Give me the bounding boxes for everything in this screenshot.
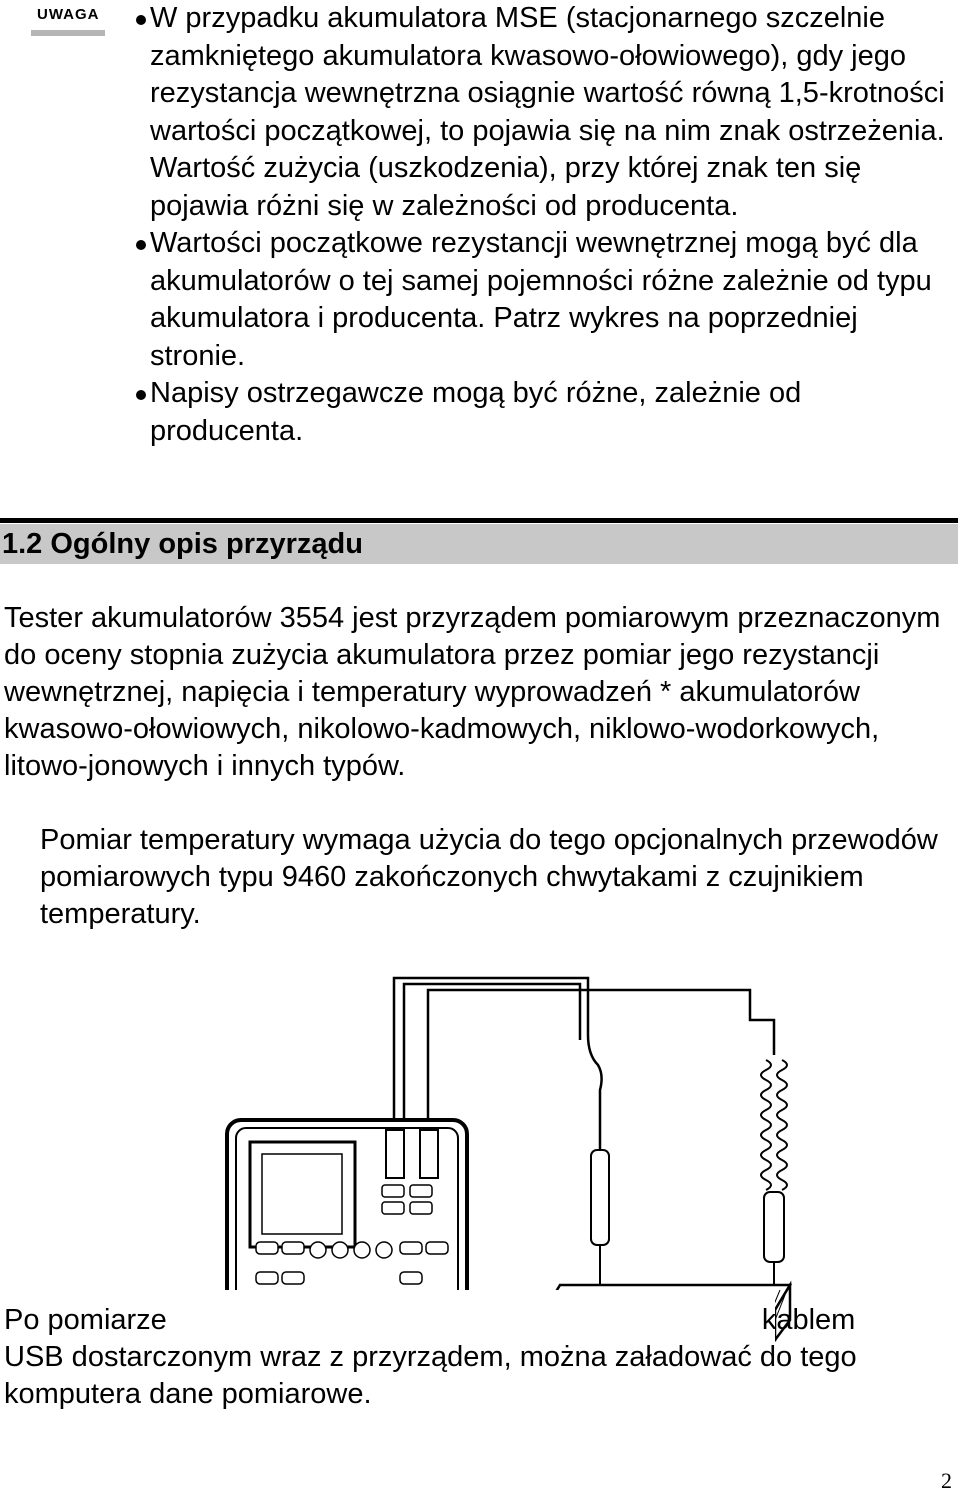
usb-text-rest: USB dostarczonym wraz z przyrządem, można załadować do tego komputera dane pomiarowe.: [4, 1341, 857, 1410]
bullet-item: [120, 375, 960, 450]
bullet-text: W przypadku akumulatora MSE (stacjonarnego szczelnie zamkniętego akumulatora kwasowo-ołowiowego), gdy jego rezystancja wewnętrzna osiągnie wartość równą 1,5-krotności wartości początkowej, to pojawia się na nim znak ostrzeżenia. Wartość zużycia (uszkodzenia), przy której znak ten się pojawia różni się w zależności od producenta.: [150, 2, 945, 222]
probe-right: [764, 1192, 784, 1262]
probe-left: [591, 1150, 609, 1245]
warning-bullet-list: [120, 0, 960, 450]
bullet-text: Wartości początkowe rezystancji wewnętrznej mogą być dla akumulatorów o tej samej pojemności różne zależnie od typu akumulatora i producenta. Patrz wykres na poprzedniej stronie.: [150, 227, 932, 372]
warning-badge-label: UWAGA: [37, 6, 100, 23]
usb-text-start: Po pomiarze: [4, 1304, 167, 1336]
bullet-text: Napisy ostrzegawcze mogą być różne, zależnie od producenta.: [150, 377, 802, 447]
bullet-dot: [136, 390, 146, 400]
warning-badge-underline: [31, 30, 105, 36]
temperature-note-paragraph: Pomiar temperatury wymaga użycia do tego opcjonalnych przewodów pomiarowych typu 9460 zakończonych chwytakami z czujnikiem temperatury.: [40, 824, 938, 930]
warning-badge: [31, 4, 105, 38]
bullet-dot: [136, 15, 146, 25]
bullet-dot: [136, 240, 146, 250]
section-heading-bar: [0, 524, 958, 564]
usb-text-end: kablem: [761, 1304, 856, 1336]
coiled-cord: [761, 1060, 787, 1190]
usb-paragraph: [4, 1302, 954, 1413]
bullet-item: [120, 225, 960, 375]
bullet-item: [120, 0, 960, 225]
section-divider: [0, 518, 958, 523]
page-number: 2: [941, 1468, 952, 1493]
section-title: 1.2 Ogólny opis przyrządu: [2, 528, 363, 560]
intro-paragraph: Tester akumulatorów 3554 jest przyrządem pomiarowym przeznaczonym do oceny stopnia zużycia akumulatora przez pomiar jego rezystancji wewnętrznej, napięcia i temperatury wyprowadzeń * akumulatorów kwasowo-ołowiowych, nikolowo-kadmowych, niklowo-wodorkowych, litowo-jonowych i innych typów.: [4, 602, 941, 782]
battery-tester-illustration: [0, 960, 960, 1350]
